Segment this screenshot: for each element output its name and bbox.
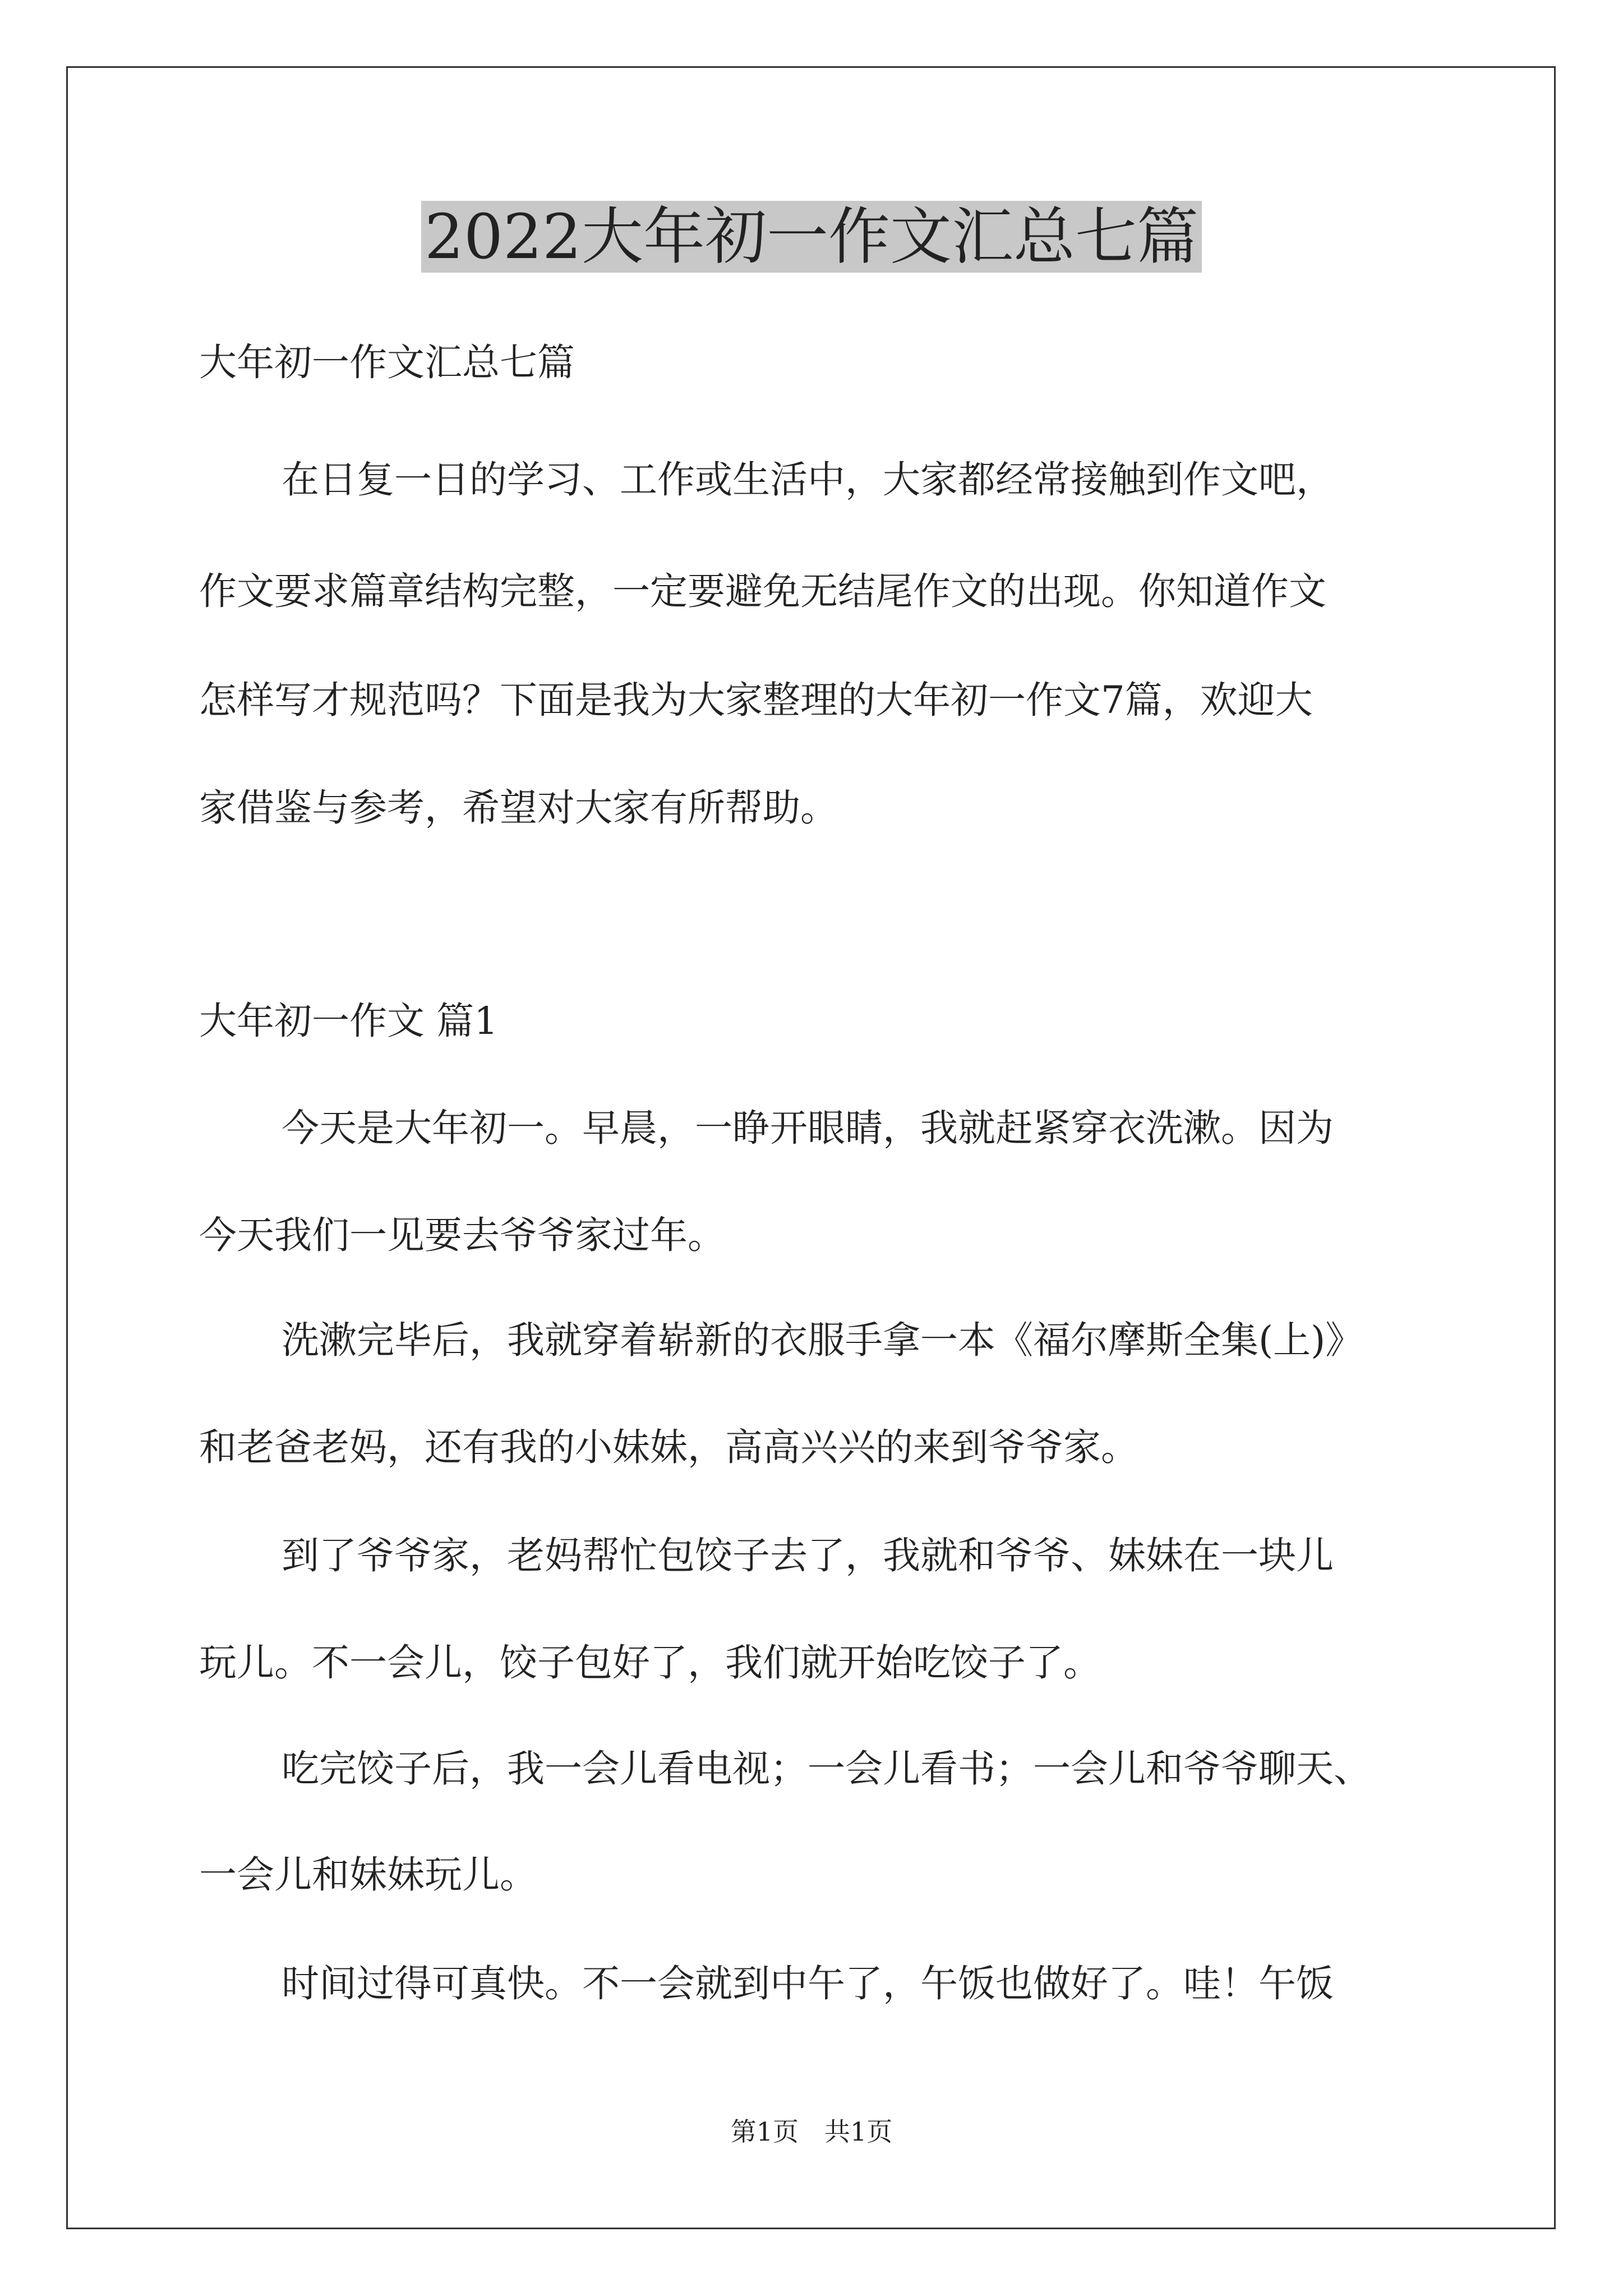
paragraph-line: 在日复一日的学习、工作或生活中，大家都经常接触到作文吧， — [282, 458, 1334, 501]
paragraph-line: 家借鉴与参考，希望对大家有所帮助。 — [199, 786, 838, 830]
paragraph-line: 玩儿。不一会儿，饺子包好了，我们就开始吃饺子了。 — [199, 1641, 1101, 1685]
section-heading: 大年初一作文 篇1 — [199, 999, 498, 1043]
paragraph-line: 作文要求篇章结构完整，一定要避免无结尾作文的出现。你知道作文 — [199, 569, 1326, 613]
paragraph-line: 时间过得可真快。不一会就到中午了，午饭也做好了。哇！午饭 — [282, 1962, 1334, 2005]
document-title — [0, 197, 1623, 276]
page-footer — [0, 2115, 1623, 2148]
document-title-text: 2022大年初一作文汇总七篇 — [421, 201, 1202, 273]
paragraph-line: 洗漱完毕后，我就穿着崭新的衣服手拿一本《福尔摩斯全集(上)》 — [282, 1318, 1363, 1362]
page-number-total: 共1页 — [824, 2116, 893, 2147]
paragraph-line: 今天是大年初一。早晨，一睁开眼睛，我就赶紧穿衣洗漱。因为 — [282, 1106, 1334, 1150]
page-number-current: 第1页 — [730, 2116, 799, 2147]
paragraph-line: 到了爷爷家，老妈帮忙包饺子去了，我就和爷爷、妹妹在一块儿 — [282, 1534, 1334, 1577]
paragraph-line: 和老爸老妈，还有我的小妹妹，高高兴兴的来到爷爷家。 — [199, 1425, 1138, 1469]
paragraph-line: 怎样写才规范吗？下面是我为大家整理的大年初一作文7篇，欢迎大 — [199, 678, 1313, 722]
paragraph-line: 一会儿和妹妹玩儿。 — [199, 1853, 537, 1897]
paragraph-line: 吃完饺子后，我一会儿看电视；一会儿看书；一会儿和爷爷聊天、 — [282, 1747, 1371, 1791]
subtitle-line: 大年初一作文汇总七篇 — [199, 341, 575, 384]
paragraph-line: 今天我们一见要去爷爷家过年。 — [199, 1213, 725, 1257]
